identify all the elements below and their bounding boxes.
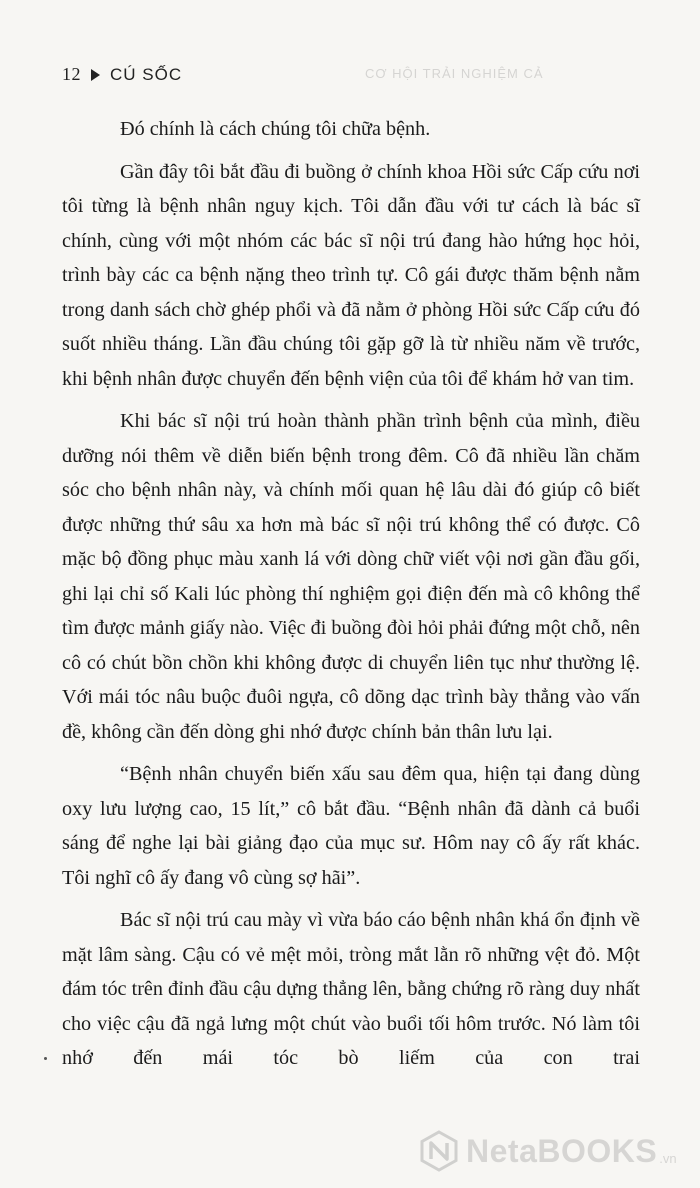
chapter-title: CÚ SỐC [110,64,183,84]
watermark-suffix: .vn [659,1150,677,1166]
page-number: 12 [62,64,81,84]
paragraph: Khi bác sĩ nội trú hoàn thành phần trình bệnh của mình, điều dưỡng nói thêm về diễn biến bệnh trong đêm. Cô đã nhiều lần chăm sóc cho bệnh nhân này, và chính mối quan hệ lâu dài đó giúp cô biết được những thứ sâu xa hơn mà bác sĩ nội trú không thể có được. Cô mặc bộ đồng phục màu xanh lá với dòng chữ viết vội nơi gần đầu gối, ghi lại chỉ số Kali lúc phòng thí nghiệm gọi điện đến mà cô không thể tìm được mảnh giấy nào. Việc đi buồng đòi hỏi phải đứng một chỗ, nên cô có chút bồn chồn khi không được di chuyển liên tục như thường lệ. Với mái tóc nâu buộc đuôi ngựa, cô dõng dạc trình bày thẳng vào vấn đề, không cần đến dòng ghi nhớ được chính bản thân lưu lại. [62,410,640,743]
paragraph: “Bệnh nhân chuyển biến xấu sau đêm qua, hiện tại đang dùng oxy lưu lượng cao, 15 lít,” cô bắt đầu. “Bệnh nhân đã dành cả buổi sáng để nghe lại bài giảng đạo của mục sư. Hôm nay cô ấy rất khác. Tôi nghĩ cô ấy đang vô cùng sợ hãi”. [62,763,640,889]
watermark [418,1130,677,1172]
paragraph: Gần đây tôi bắt đầu đi buồng ở chính khoa Hồi sức Cấp cứu nơi tôi từng là bệnh nhân nguy kịch. Tôi dẫn đầu với tư cách là bác sĩ chính, cùng với một nhóm các bác sĩ nội trú đang hào hứng học hỏi, trình bày các ca bệnh nặng theo trình tự. Cô gái được thăm bệnh nằm trong danh sách chờ ghép phổi và đã nằm ở phòng Hồi sức Cấp cứu đó suốt nhiều tháng. Lần đầu chúng tôi gặp gỡ là từ nhiều năm về trước, khi bệnh nhân được chuyển đến bệnh viện của tôi để khám hở van tim. [62,160,640,390]
body-text [62,112,640,1084]
arrow-icon [91,69,100,81]
paragraph: Bác sĩ nội trú cau mày vì vừa báo cáo bệnh nhân khá ổn định về mặt lâm sàng. Cậu có vẻ mệt mỏi, tròng mắt lằn rõ những vệt đỏ. Một đám tóc trên đỉnh đầu cậu dựng thẳng lên, bằng chứng rõ ràng duy nhất cho việc cậu đã ngả lưng một chút vào buổi tối hôm trước. Nó làm tôi nhớ đến mái tóc bò liếm của con trai [62,909,640,1069]
margin-dot [44,1057,47,1060]
bleed-through-text: CƠ HỘI TRẢI NGHIỆM CẢ [365,66,544,81]
watermark-text: NetaBOOKS [466,1132,658,1169]
running-header [62,64,182,85]
netabooks-logo-icon [418,1130,460,1172]
paragraph: Đó chính là cách chúng tôi chữa bệnh. [120,118,431,140]
